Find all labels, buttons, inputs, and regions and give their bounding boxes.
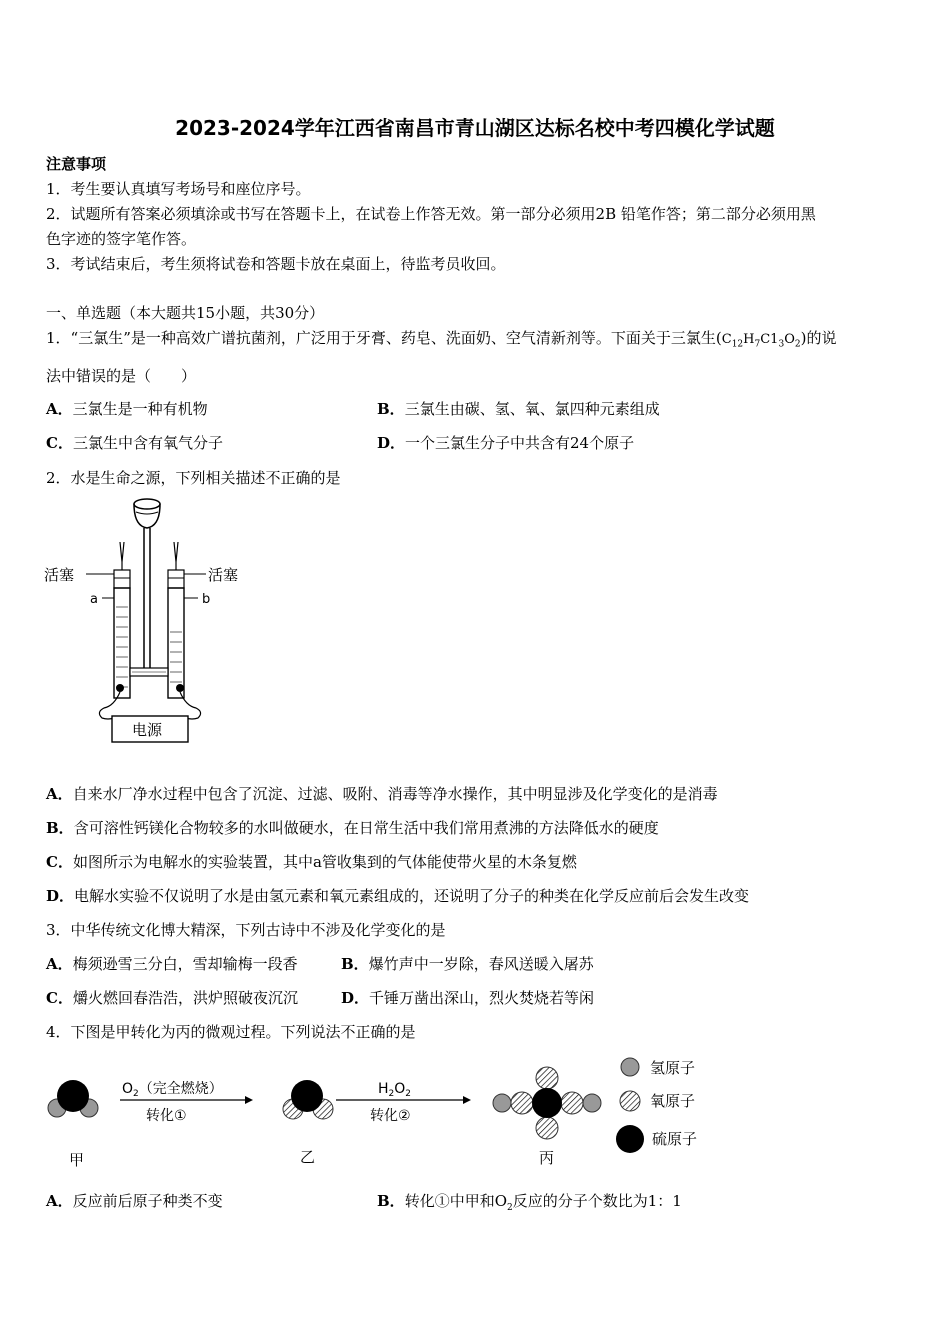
tube-b-label: b [202, 592, 211, 607]
q1-option-a[interactable]: A．三氯生是一种有机物 [46, 400, 208, 418]
legend [616, 1058, 697, 1153]
label-yi: 乙 [300, 1148, 316, 1166]
tube-a-icon [114, 542, 130, 698]
q2-option-d[interactable]: D．电解水实验不仅说明了水是由氢元素和氧元素组成的，还说明了分子的种类在化学反应前后会发生改变 [46, 887, 750, 905]
q3-option-b[interactable]: B．爆竹声中一岁除，春风送暖入屠苏 [341, 955, 594, 973]
q2-option-c[interactable]: C．如图所示为电解水的实验装置，其中a管收集到的气体能使带火星的木条复燃 [46, 853, 577, 871]
label-bing: 丙 [539, 1149, 555, 1167]
q3-option-c[interactable]: C．爝火燃回春浩浩，洪炉照破夜沉沉 [46, 989, 298, 1007]
right-valve-label: 活塞 [208, 566, 239, 584]
tube-a-label: a [90, 592, 98, 607]
sulfur-atom-icon [616, 1125, 644, 1153]
q1-option-b[interactable]: B．三氯生由碳、氢、氧、氯四种元素组成 [377, 400, 660, 418]
notice-item: 3．考试结束后，考生须将试卷和答题卡放在桌面上，待监考员收回。 [46, 255, 506, 273]
q1-option-d[interactable]: D．一个三氯生分子中共含有24个原子 [377, 434, 635, 452]
question-2-stem: 2．水是生命之源，下列相关描述不正确的是 [46, 469, 341, 487]
q2-option-b[interactable]: B．含可溶性钙镁化合物较多的水叫做硬水，在日常生活中我们常用煮沸的方法降低水的硬度 [46, 819, 659, 837]
page-title: 2023-2024学年江西省南昌市青山湖区达标名校中考四模化学试题 [175, 116, 775, 140]
question-3-stem: 3．中华传统文化博大精深，下列古诗中不涉及化学变化的是 [46, 921, 446, 939]
notice-item: 2．试题所有答案必须填涂或书写在答题卡上，在试卷上作答无效。第一部分必须用2B 铅笔作答；第二部分必须用黑 [46, 205, 816, 223]
q1-text-pre: 1．“三氯生”是一种高效广谱抗菌剂，广泛用于牙膏、药皂、洗面奶、空气清新剂等。下面关于三氯生( [46, 329, 722, 347]
q1-text-post: )的说 [800, 329, 837, 347]
legend-hydrogen: 氢原子 [650, 1059, 696, 1077]
q2-option-a[interactable]: A．自来水厂净水过程中包含了沉淀、过滤、吸附、消毒等净水操作，其中明显涉及化学变化的是消毒 [46, 785, 718, 803]
q3-option-d[interactable]: D．千锤万凿出深山，烈火焚烧若等闲 [341, 989, 595, 1007]
notice-item: 1．考生要认真填写考场号和座位序号。 [46, 180, 311, 198]
left-valve-label: 活塞 [44, 566, 75, 584]
q1-option-c[interactable]: C．三氯生中含有氧气分子 [46, 434, 223, 452]
question-1-stem-line1 [46, 327, 836, 350]
power-supply-label: 电源 [132, 721, 163, 739]
q1-formula: $C_{12}H_7C1_3O_2$ [721, 332, 801, 350]
funnel-icon [134, 499, 160, 670]
arrow2-bottom-label: 转化② [370, 1108, 411, 1124]
q3-option-a[interactable]: A．梅须逊雪三分白，雪却输梅一段香 [46, 955, 298, 973]
legend-oxygen: 氧原子 [650, 1092, 696, 1110]
molecule-bing-icon [493, 1067, 601, 1139]
molecular-conversion-figure [40, 1050, 740, 1175]
electrolysis-apparatus-figure [40, 492, 260, 752]
molecule-jia-icon [48, 1080, 98, 1117]
oxygen-atom-icon [620, 1091, 640, 1111]
legend-sulfur: 硫原子 [652, 1130, 698, 1148]
tube-b-icon [168, 542, 184, 698]
label-jia: 甲 [69, 1151, 85, 1169]
molecule-yi-icon [283, 1080, 333, 1119]
arrow1-bottom-label: 转化① [146, 1108, 187, 1124]
q4-option-a[interactable]: A．反应前后原子种类不变 [46, 1192, 223, 1210]
question-1-stem-line2: 法中错误的是（ ） [46, 367, 197, 385]
question-4-stem: 4．下图是甲转化为丙的微观过程。下列说法不正确的是 [46, 1023, 416, 1041]
section-heading: 一、单选题（本大题共15小题，共30分） [46, 304, 325, 322]
notice-heading: 注意事项 [46, 155, 107, 173]
arrow2-top-label: $H_2O_2$ [378, 1081, 412, 1099]
q4-option-b[interactable]: B．转化①中甲和$O_2$反应的分子个数比为1：1 [377, 1192, 682, 1213]
hydrogen-atom-icon [621, 1058, 639, 1076]
notice-item: 色字迹的签字笔作答。 [46, 230, 197, 248]
arrow1-top-label: $O_2$（完全燃烧） [122, 1081, 223, 1099]
